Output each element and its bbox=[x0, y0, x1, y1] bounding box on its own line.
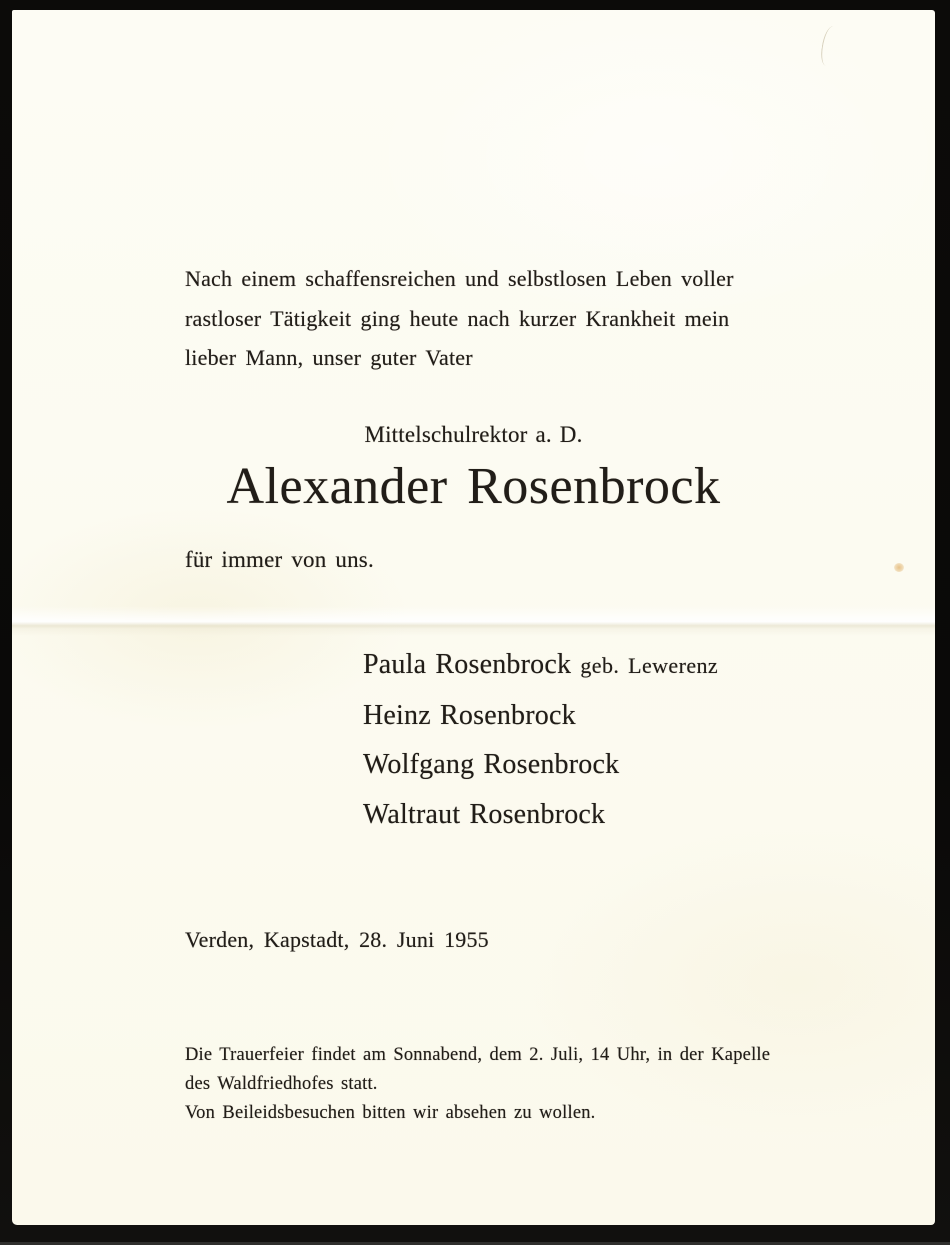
mourner-row bbox=[363, 740, 718, 790]
stain-dot bbox=[894, 563, 904, 572]
mourner-name: Heinz Rosenbrock bbox=[363, 699, 576, 731]
mourner-name: Waltraut Rosenbrock bbox=[363, 798, 606, 830]
place-date-line: Verden, Kapstadt, 28. Juni 1955 bbox=[185, 927, 489, 952]
memorial-card bbox=[12, 10, 935, 1225]
mourner-name: Paula Rosenbrock bbox=[363, 649, 572, 680]
mourner-row bbox=[363, 790, 718, 840]
farewell-line: für immer von uns. bbox=[185, 547, 374, 572]
intro-line: Nach einem schaffensreichen und selbstlosen Leben voller bbox=[185, 266, 734, 291]
intro-paragraph bbox=[185, 259, 785, 378]
mourner-name: Wolfgang Rosenbrock bbox=[363, 749, 620, 780]
mourner-row bbox=[363, 691, 718, 741]
fold-crease bbox=[12, 606, 935, 636]
funeral-info-line: Die Trauerfeier findet am Sonnabend, dem 2. Juli, 14 Uhr, in der Kapelle bbox=[185, 1045, 771, 1065]
intro-line: rastloser Tätigkeit ging heute nach kurzer Krankheit mein bbox=[185, 305, 730, 331]
funeral-info-line: Von Beileidsbesuchen bitten wir absehen zu wollen. bbox=[185, 1103, 596, 1123]
deceased-name: Alexander Rosenbrock bbox=[226, 458, 721, 515]
mourner-name-suffix: geb. Lewerenz bbox=[580, 653, 719, 678]
funeral-info bbox=[185, 1041, 805, 1128]
mourner-row bbox=[363, 640, 718, 691]
funeral-info-line: des Waldfriedhofes statt. bbox=[185, 1074, 378, 1094]
scratch-mark bbox=[819, 25, 839, 67]
intro-line: lieber Mann, unser guter Vater bbox=[185, 345, 473, 370]
mourners-list bbox=[363, 640, 718, 839]
deceased-title: Mittelschulrektor a. D. bbox=[364, 422, 583, 447]
